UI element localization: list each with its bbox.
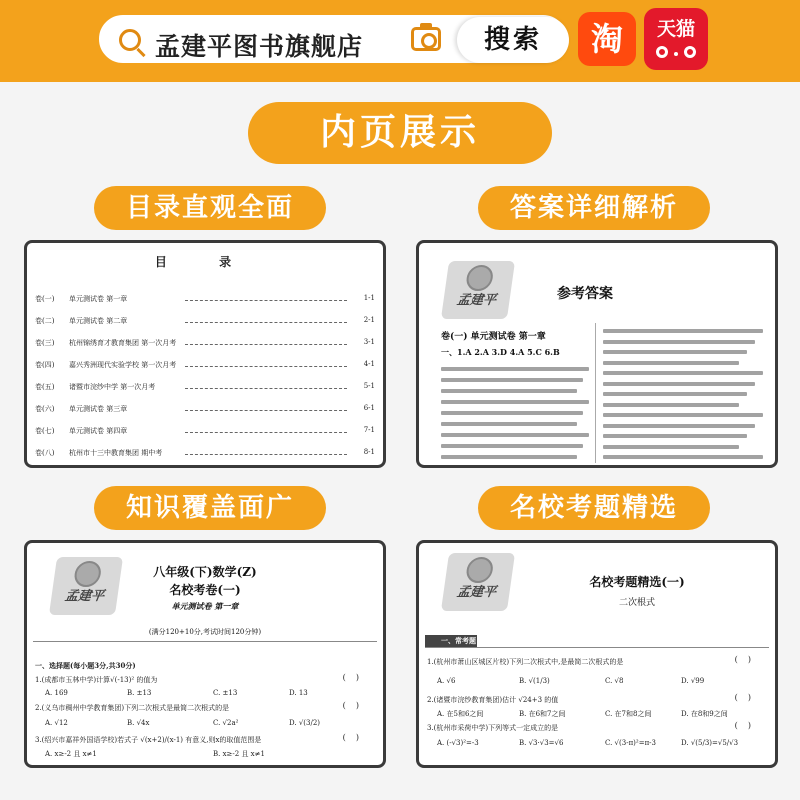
answers-title: 参考答案: [557, 286, 613, 302]
answer-option: A. √6: [437, 677, 456, 685]
toc-description: 杭州锦绣育才教育集团 第一次月考: [69, 339, 177, 347]
toc-page: 5-1: [363, 382, 375, 390]
toc-row: [35, 379, 375, 393]
publisher-logo: [441, 261, 515, 319]
text-line: [441, 422, 577, 426]
exam-subtitle: 名校考卷(一): [169, 583, 241, 597]
tmall-label: 天猫: [656, 18, 695, 40]
text-line: [603, 424, 755, 428]
section-heading: 一、选择题(每小题3分,共30分): [35, 661, 136, 670]
toc-page: 3-1: [363, 338, 375, 346]
text-line: [603, 434, 747, 438]
toc-volume: 卷(五): [35, 383, 55, 391]
text-line: [603, 413, 763, 417]
toc-page: 1-1: [363, 294, 375, 302]
toc-volume: 卷(二): [35, 317, 55, 325]
text-line: [441, 378, 583, 382]
text-line: [441, 444, 583, 448]
text-line: [441, 400, 589, 404]
divider: [33, 641, 377, 642]
answer-option: B. ±13: [127, 689, 152, 697]
answer-option: A. 在5和6之间: [437, 710, 484, 718]
toc-description: 单元测试卷 第一章: [69, 295, 128, 303]
answer-blank: ( ): [734, 693, 751, 702]
answer-option: C. √(3-π)²=π-3: [605, 739, 656, 747]
answer-option: A. 169: [45, 689, 68, 697]
famous-panel: [416, 540, 778, 768]
divider: [425, 647, 769, 648]
answer-option: C. ±13: [213, 689, 238, 697]
toc-volume: 卷(四): [35, 361, 55, 369]
answers-panel: [416, 240, 778, 468]
toc-description: 单元测试卷 第四章: [69, 427, 128, 435]
answer-option: B. 在6和7之间: [519, 710, 566, 718]
answer-option: B. √4x: [127, 719, 150, 727]
famous-title: 名校考题精选(一): [589, 575, 685, 589]
answer-option: B. √(1/3): [519, 677, 550, 685]
text-line: [603, 350, 747, 354]
exam-title: 八年级(下)数学(Z): [153, 565, 257, 579]
toc-row: [35, 335, 375, 349]
toc-page: 7-1: [363, 426, 375, 434]
famous-pill: 名校考题精选: [478, 486, 710, 530]
answers-line: 一、1.A 2.A 3.D 4.A 5.C 6.B: [441, 347, 560, 357]
answer-blank: ( ): [342, 733, 359, 742]
taobao-logo[interactable]: 淘: [578, 12, 636, 66]
answer-option: A. x≥-2 且 x≠1: [45, 750, 97, 758]
answer-option: A. √12: [45, 719, 68, 727]
logo-text: 孟建平: [455, 585, 498, 600]
toc-title: 目 录: [154, 255, 256, 269]
camera-icon[interactable]: [411, 27, 441, 51]
toc-panel: [24, 240, 386, 468]
top-bar: [0, 0, 800, 82]
toc-page: 6-1: [363, 404, 375, 412]
search-icon: [119, 29, 141, 51]
answers-pill: 答案详细解析: [478, 186, 710, 230]
tmall-cat-icon: [654, 44, 698, 62]
answer-blank: ( ): [342, 701, 359, 710]
knowledge-panel: [24, 540, 386, 768]
question-1: 1.(杭州市萧山区城区片校)下列二次根式中,是最简二次根式的是: [427, 658, 624, 666]
toc-volume: 卷(八): [35, 449, 55, 457]
toc-row: [35, 401, 375, 415]
text-line: [441, 455, 577, 459]
toc-description: 嘉兴秀洲现代实验学校 第一次月考: [69, 361, 177, 369]
question-2: 2.(义乌市稠州中学教育集团)下列二次根式是最简二次根式的是: [35, 704, 230, 712]
text-line: [441, 367, 589, 371]
answer-option: C. √2a²: [213, 719, 239, 727]
dot-leader: [185, 454, 347, 455]
text-line: [603, 340, 755, 344]
answer-option: D. √(5/3)=√5/√3: [681, 739, 739, 747]
logo-text: 孟建平: [63, 589, 106, 604]
answer-option: B. √3·√3=√6: [519, 739, 564, 747]
answer-option: B. x≥-2 且 x≠1: [213, 750, 265, 758]
answer-blank: ( ): [734, 721, 751, 730]
toc-volume: 卷(七): [35, 427, 55, 435]
toc-pill: 目录直观全面: [94, 186, 326, 230]
text-line: [441, 411, 583, 415]
main-title: 内页展示: [248, 102, 552, 164]
answer-blank: ( ): [342, 673, 359, 682]
search-button[interactable]: 搜索: [457, 17, 569, 63]
toc-volume: 卷(一): [35, 295, 55, 303]
text-line: [603, 445, 739, 449]
dot-leader: [185, 344, 347, 345]
text-line: [603, 371, 763, 375]
toc-description: 单元测试卷 第三章: [69, 405, 128, 413]
text-line: [603, 392, 747, 396]
answer-option: C. √8: [605, 677, 624, 685]
toc-volume: 卷(三): [35, 339, 55, 347]
text-line: [441, 433, 589, 437]
exam-chapter: 单元测试卷 第一章: [171, 601, 239, 611]
knowledge-pill: 知识覆盖面广: [94, 486, 326, 530]
logo-emblem-icon: [465, 265, 495, 291]
search-box[interactable]: [96, 12, 570, 66]
answers-subtitle: 卷(一) 单元测试卷 第一章: [441, 332, 546, 342]
dot-leader: [185, 388, 347, 389]
toc-row: [35, 445, 375, 459]
answer-option: A. (-√3)²=-3: [437, 739, 479, 747]
answer-option: C. 在7和8之间: [605, 710, 652, 718]
text-line: [603, 403, 739, 407]
answer-option: D. √(3/2): [289, 719, 321, 727]
text-line: [441, 389, 577, 393]
answer-blank: ( ): [734, 655, 751, 664]
text-line: [603, 361, 739, 365]
toc-description: 单元测试卷 第二章: [69, 317, 128, 325]
column-divider: [595, 323, 596, 463]
section-heading: 一、常考题: [425, 635, 477, 647]
dot-leader: [185, 410, 347, 411]
text-line: [603, 382, 755, 386]
toc-page: 8-1: [363, 448, 375, 456]
dot-leader: [185, 366, 347, 367]
logo-text: 孟建平: [455, 293, 498, 308]
search-input[interactable]: 孟建平图书旗舰店: [155, 32, 364, 61]
toc-description: 诸暨市浣纱中学 第一次月考: [69, 383, 156, 391]
question-1: 1.(成都市玉林中学)计算√(-13)² 的值为: [35, 676, 158, 684]
dot-leader: [185, 322, 347, 323]
answer-option: D. 13: [289, 689, 308, 697]
toc-page: 4-1: [363, 360, 375, 368]
question-3: 3.(绍兴市嘉祥外国语学校)若式子 √(x+2)/(x-1) 有意义,则x的取值范围是: [35, 736, 262, 744]
exam-note: (满分120+10分,考试时间120分钟): [148, 628, 262, 636]
toc-row: [35, 357, 375, 371]
toc-volume: 卷(六): [35, 405, 55, 413]
toc-page: 2-1: [363, 316, 375, 324]
dot-leader: [185, 432, 347, 433]
answer-option: D. √99: [681, 677, 705, 685]
text-line: [603, 455, 763, 459]
dot-leader: [185, 300, 347, 301]
toc-description: 杭州市十三中教育集团 期中考: [69, 449, 163, 457]
toc-row: [35, 313, 375, 327]
question-2: 2.(诸暨市浣纱教育集团)估计 √24+3 的值: [427, 696, 559, 704]
tmall-logo[interactable]: [644, 8, 708, 70]
toc-row: [35, 423, 375, 437]
question-3: 3.(杭州市采荷中学)下列等式一定成立的是: [427, 724, 559, 732]
text-line: [603, 329, 763, 333]
famous-subtitle: 二次根式: [618, 598, 655, 608]
toc-row: [35, 291, 375, 305]
answer-option: D. 在8和9之间: [681, 710, 728, 718]
